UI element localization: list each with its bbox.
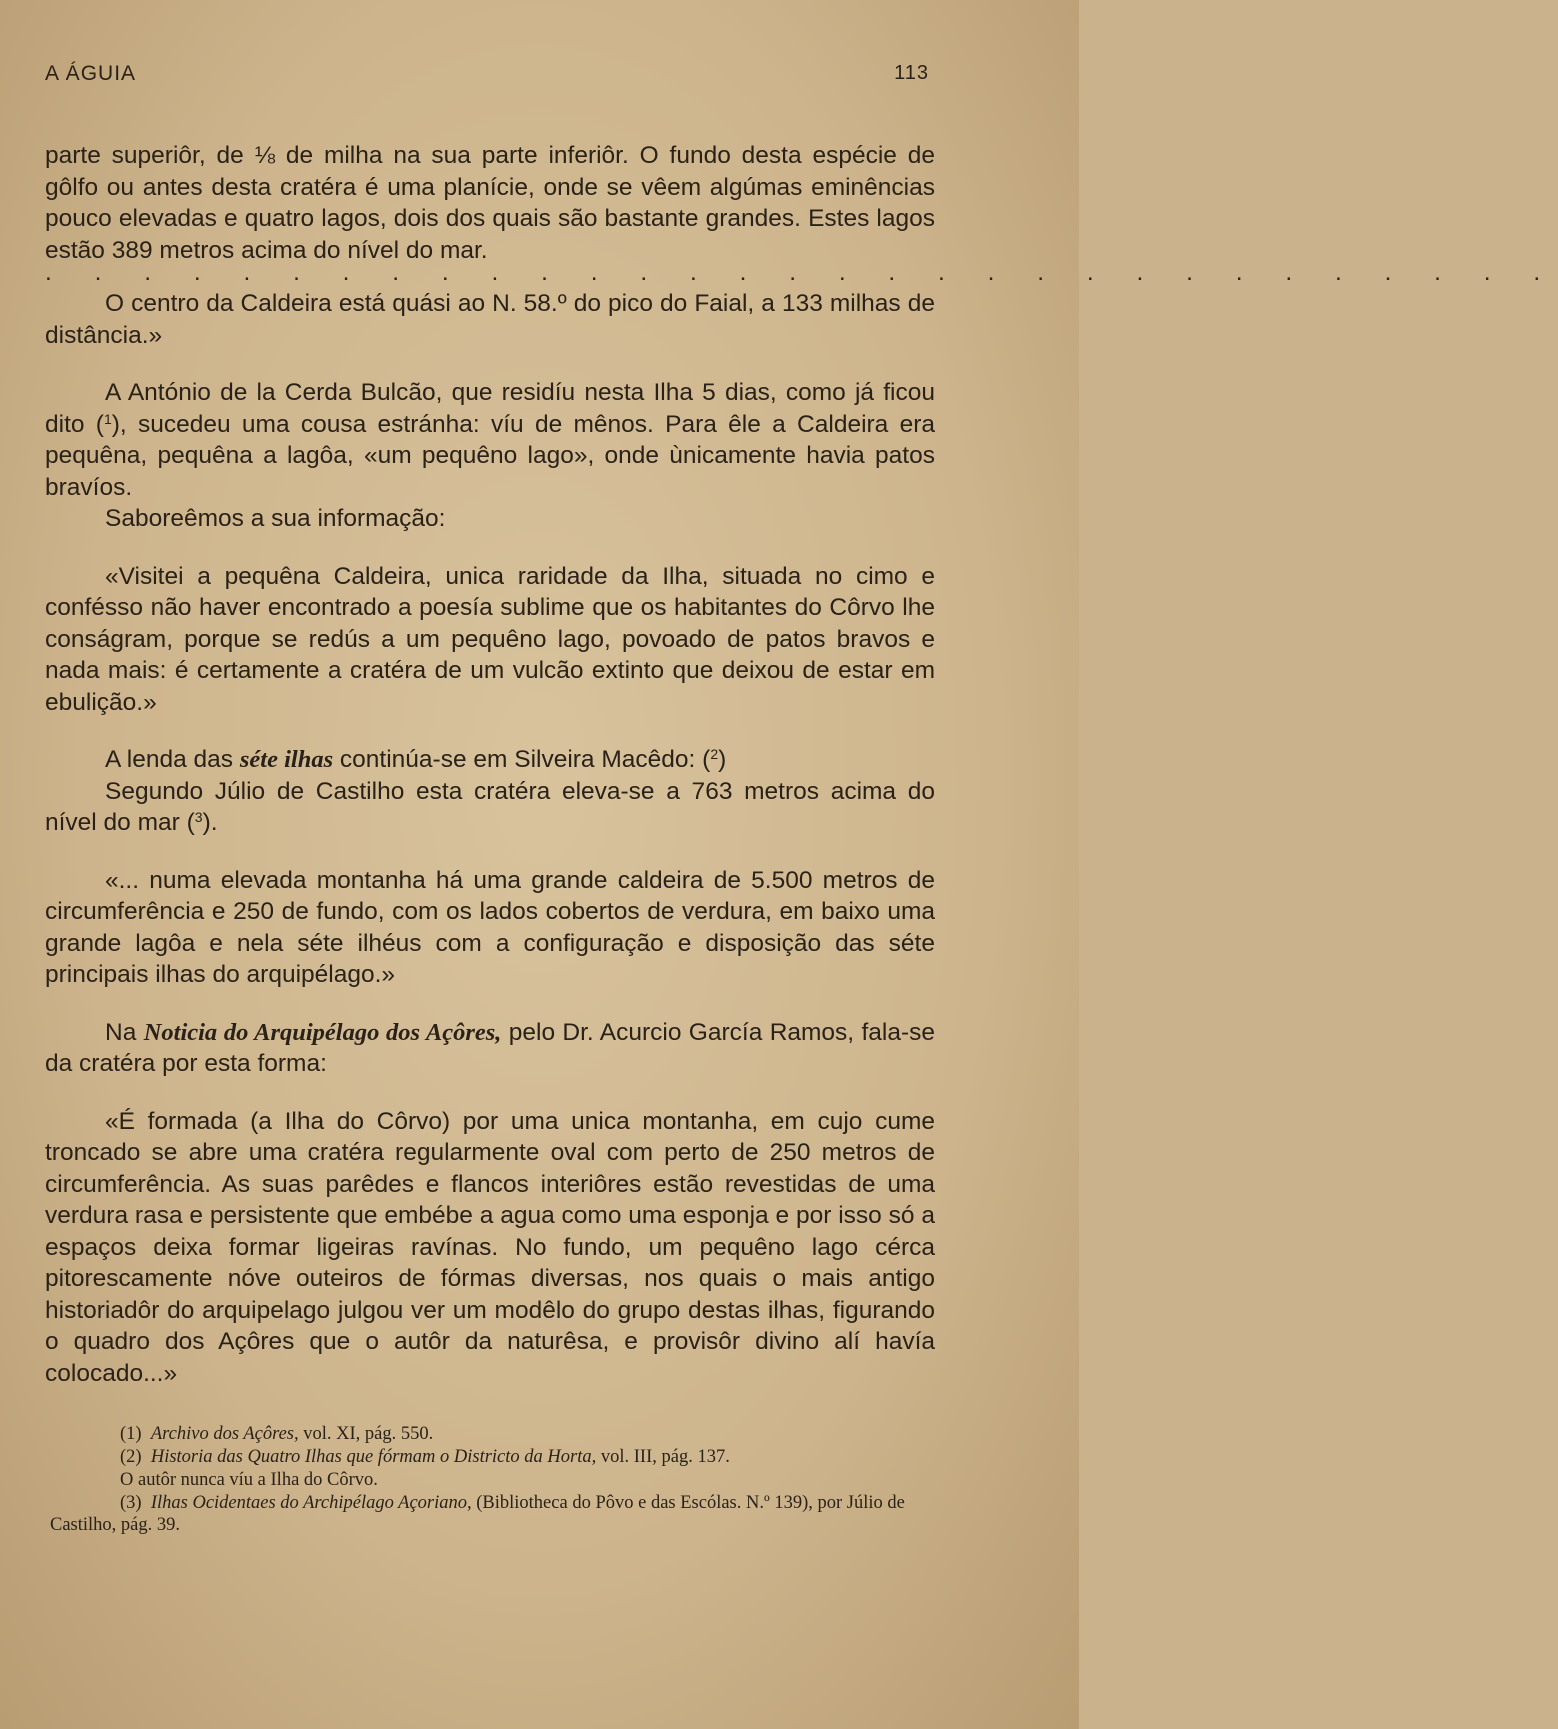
- footnote-1: (1) Archivo dos Açôres, vol. XI, pág. 550.: [120, 1424, 434, 1444]
- footnote-2-continued: O autôr nunca víu a Ilha do Côrvo.: [120, 1470, 378, 1490]
- paragraph-1: parte superiôr, de ⅛ de milha na sua parte inferiôr. O fundo desta espécie de gôlfo ou antes desta cratéra é uma planície, onde se vêem algúmas eminências pouco elevadas e quatro lagos, dois dos quais são bastante grandes. Estes lagos estão 389 metros acima do nível do mar.: [45, 142, 935, 264]
- paragraph-lenda: A lenda das séte ilhas continúa-se em Silveira Macêdo: ($^2$): [105, 746, 727, 773]
- journal-title: A ÁGUIA: [45, 62, 137, 85]
- footnote-2: (2) Historia das Quatro Ilhas que fórmam o Districto da Horta, vol. III, pág. 137.: [120, 1447, 730, 1467]
- main-text: [45, 140, 1558, 1389]
- quote-formada: «É formada (a Ilha do Côrvo) por uma unica montanha, em cujo cume troncado se abre uma cratéra regularmente oval com perto de 250 metros de circumferência. As suas parêdes e flancos interiôres estão revestidas de uma verdura rasa e persistente que embébe a agua como uma esponja e por isso só a espaços deixa formar ligeiras ravínas. No fundo, um pequêno lago cérca pitorescamente nóve outeiros de fórmas diversas, nos quais o mais antigo historiadôr do arquipelago julgou ver um modêlo do grupo destas ilhas, figurando o quadro dos Açôres que o autôr da naturêsa, e provisôr divino alí havía colocado...»: [45, 1107, 935, 1387]
- paragraph-castilho: Segundo Júlio de Castilho esta cratéra eleva-se a 763 metros acima do nível do mar ($^3$).: [45, 777, 935, 836]
- paragraph-noticia: Na Noticia do Arquipélago dos Açôres, pelo Dr. Acurcio García Ramos, fala-se da cratéra por esta forma:: [45, 1018, 935, 1077]
- ellipsis-row: . . . . . . . . . . . . . . . . . . . . . . . . . . . . . . .: [45, 259, 1558, 286]
- paragraph-3: A António de la Cerda Bulcão, que residíu nesta Ilha 5 dias, como já ficou dito ($^1$), sucedeu uma cousa estránha: víu de mênos. Para êle a Caldeira era pequêna, pequêna a lagôa, «um pequêno lago», onde ùnicamente havia patos bravíos.: [45, 379, 935, 501]
- footnote-ref-2: 2: [710, 746, 719, 762]
- paragraph-4: Saboreêmos a sua informação:: [105, 505, 446, 532]
- footnote-ref-1: 1: [103, 410, 112, 427]
- quote-caldeira: «... numa elevada montanha há uma grande caldeira de 5.500 metros de circumferência e 250 de fundo, com os lados cobertos de verdura, em baixo uma grande lagôa e nela séte ilhéus com a configuração e disposição das séte principais ilhas do arquipélago.»: [45, 866, 935, 988]
- footnote-3: (3) Ilhas Ocidentaes do Archipélago Açoriano, (Bibliotheca do Pôvo e das Escólas. N.º 139), por Júlio de Castilho, pág. 39.: [50, 1493, 905, 1535]
- quote-visitei: «Visitei a pequêna Caldeira, unica raridade da Ilha, situada no cimo e confésso não haver encontrado a poesía sublime que os habitantes do Côrvo lhe conságram, porque se redús a um pequêno lago, povoado de patos bravos e nada mais: é certamente a cratéra de um vulcão extinto que deixou de estar em ebulição.»: [45, 562, 935, 716]
- page-number: 113: [894, 62, 929, 84]
- footnotes: [50, 1423, 930, 1537]
- paragraph-2: O centro da Caldeira está quási ao N. 58.º do pico do Faial, a 133 milhas de distância.»: [45, 290, 935, 349]
- running-header: [45, 62, 929, 86]
- footnote-ref-3: 3: [194, 809, 203, 825]
